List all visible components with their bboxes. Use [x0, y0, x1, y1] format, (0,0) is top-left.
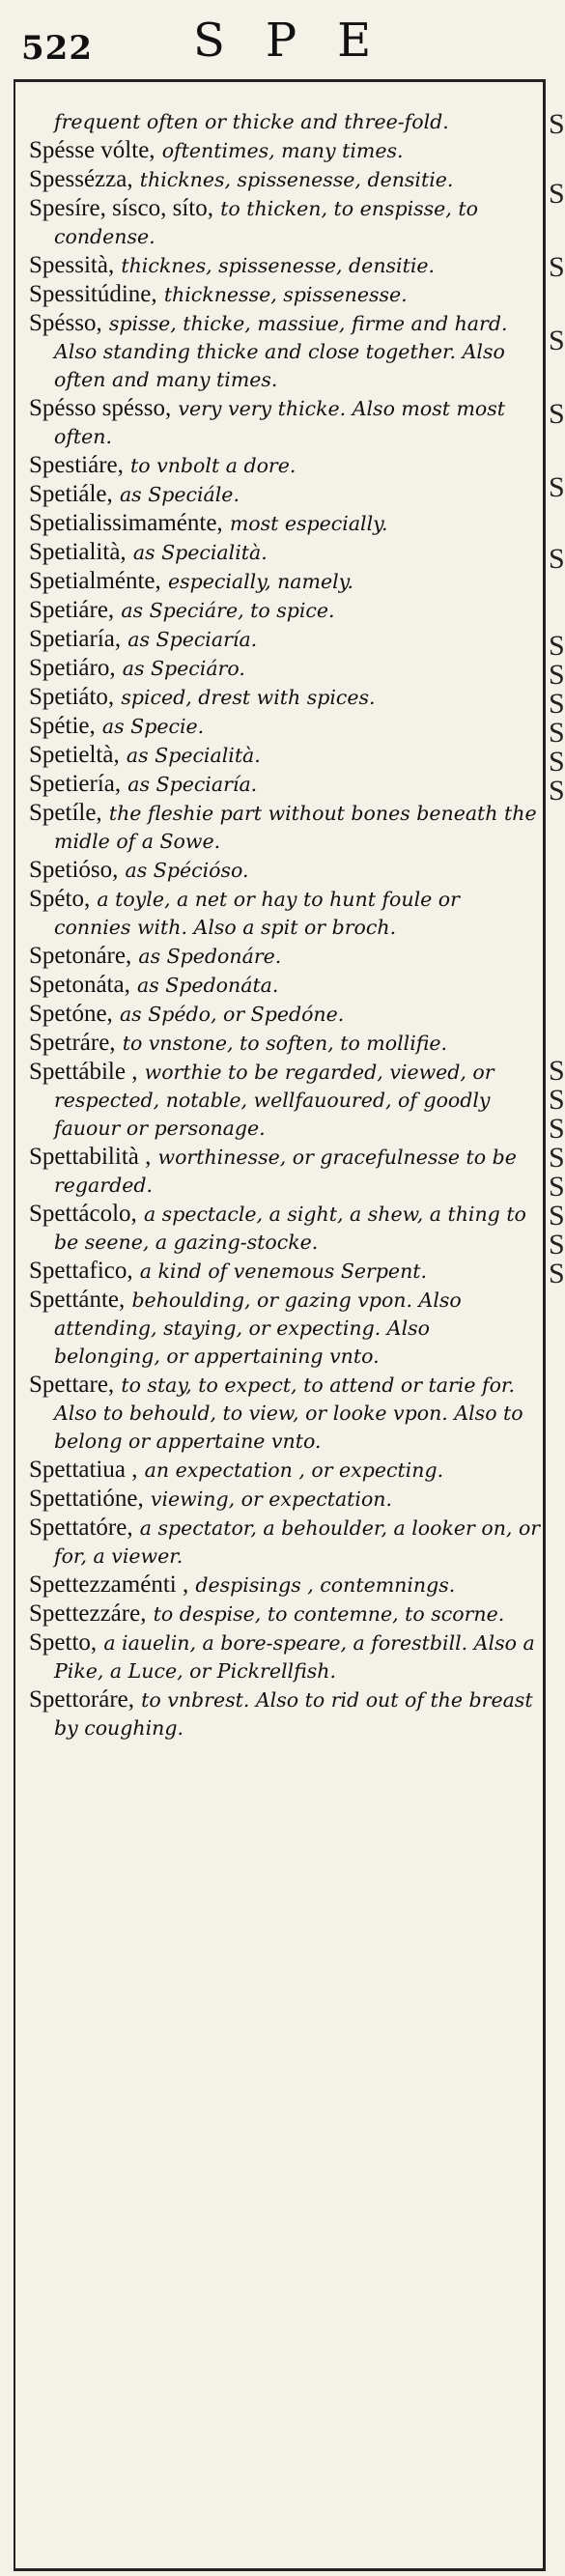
entry-headword: Spetíle,: [29, 800, 102, 826]
cropped-letter: S: [549, 688, 565, 720]
entry-definition: as Specialità.: [126, 744, 261, 767]
dictionary-entry: [29, 509, 541, 538]
dictionary-entry: [29, 712, 541, 741]
entry-definition: the fleshie part without bones beneath the midle of a Sowe.: [54, 802, 537, 853]
dictionary-entry: [29, 480, 541, 509]
entry-headword: Spessézza,: [29, 166, 133, 192]
entry-headword: Spettábile ,: [29, 1059, 138, 1085]
entry-headword: Spetieltà,: [29, 742, 120, 768]
dictionary-entry: [29, 799, 541, 856]
entry-definition: to stay, to expect, to attend or tarie for. Also to behould, to view, or looke vpon. Also to belong or appertaine vnto.: [54, 1373, 523, 1453]
entry-definition: spiced, drest with spices.: [121, 686, 376, 709]
dictionary-entry: [29, 309, 541, 394]
entry-headword: Spestiáre,: [29, 452, 124, 478]
cropped-letter: S: [549, 630, 565, 662]
page-number: 522: [21, 29, 93, 68]
dictionary-entry: [29, 770, 541, 799]
cropped-letter: S: [549, 1055, 565, 1087]
dictionary-column: [29, 108, 541, 1742]
entry-definition: as Speciaría.: [127, 773, 258, 796]
dictionary-entry: [29, 165, 541, 194]
entry-definition: to despise, to contemne, to scorne.: [153, 1602, 505, 1626]
cropped-letter: S: [549, 717, 565, 749]
cropped-letter: S: [549, 659, 565, 691]
entry-definition: very very thicke. Also most most often.: [54, 397, 506, 448]
entry-definition: a toyle, a net or hay to hunt foule or connies with. Also a spit or broch.: [54, 888, 460, 939]
dictionary-entry: [29, 1257, 541, 1286]
entry-definition: an expectation , or expecting.: [144, 1458, 444, 1482]
entry-definition: behoulding, or gazing vpon. Also attending, staying, or expecting. Also belonging, or appertaining vnto.: [54, 1288, 462, 1368]
entry-definition: worthie to be regarded, viewed, or respected, notable, wellfauoured, of goodly fauour or personage.: [54, 1061, 494, 1140]
cropped-letter: S: [549, 325, 565, 356]
entry-headword: Spetonáre,: [29, 943, 132, 969]
dictionary-entry: [29, 971, 541, 1000]
entry-headword: Spettabilità ,: [29, 1144, 152, 1170]
entry-definition: as Speciáro.: [122, 657, 245, 680]
cropped-letter: S: [549, 1258, 565, 1289]
dictionary-entry: [29, 280, 541, 309]
entry-headword: Spettezzaménti ,: [29, 1571, 189, 1598]
entry-headword: Spésso spésso,: [29, 395, 172, 421]
dictionary-entry: [29, 942, 541, 971]
dictionary-entry: [29, 1628, 541, 1685]
entry-definition: as Spedonáta.: [137, 974, 279, 997]
dictionary-entry: [29, 596, 541, 625]
cropped-letter: S: [549, 398, 565, 430]
entry-definition: a kind of venemous Serpent.: [139, 1260, 428, 1283]
cropped-letter: S: [549, 1142, 565, 1174]
entry-headword: Spetiaría,: [29, 626, 122, 652]
entry-headword: Spetiáre,: [29, 597, 115, 623]
cropped-letter: S: [549, 1084, 565, 1116]
entry-definition: frequent often or thicke and three-fold.: [54, 110, 449, 133]
entry-headword: Spetiále,: [29, 481, 113, 507]
entry-definition: despisings , contemnings.: [195, 1573, 456, 1597]
dictionary-entry: [29, 394, 541, 451]
entry-definition: to vnstone, to soften, to mollifie.: [122, 1032, 448, 1055]
dictionary-entry: [29, 1456, 541, 1485]
dictionary-entry: [29, 251, 541, 280]
entry-headword: Spetiáro,: [29, 655, 116, 681]
dictionary-entry: [29, 1514, 541, 1571]
dictionary-entry: [29, 1200, 541, 1257]
entry-headword: Spetto,: [29, 1629, 98, 1656]
entry-definition: as Spédo, or Spedóne.: [119, 1003, 345, 1026]
entry-definition: as Speciáre, to spice.: [121, 599, 335, 622]
dictionary-entry: [29, 856, 541, 885]
dictionary-entry: [29, 1029, 541, 1058]
cropped-letter: S: [549, 1171, 565, 1203]
entry-headword: Spettezzáre,: [29, 1600, 147, 1627]
entry-definition: to vnbrest. Also to rid out of the breast by coughing.: [54, 1688, 533, 1740]
entry-headword: Spétie,: [29, 713, 96, 739]
entry-headword: Spettatóre,: [29, 1514, 133, 1541]
entry-definition: as Speciále.: [119, 483, 240, 506]
entry-definition: a spectator, a behoulder, a looker on, or for, a viewer.: [54, 1516, 541, 1568]
cropped-letter: S: [549, 1229, 565, 1260]
entry-definition: to vnbolt a dore.: [130, 454, 297, 477]
cropped-letter: S: [549, 746, 565, 778]
dictionary-entry: [29, 885, 541, 942]
dictionary-entry: [29, 194, 541, 251]
entry-headword: Spetióso,: [29, 857, 119, 883]
entry-definition: as Specie.: [101, 715, 205, 738]
entry-definition: oftentimes, many times.: [161, 139, 404, 162]
entry-definition: spisse, thicke, massiue, firme and hard. Also standing thicke and close together. Also often and many times.: [54, 312, 508, 391]
cropped-letter: S: [549, 178, 565, 210]
entry-headword: Spetialità,: [29, 539, 127, 565]
dictionary-entry: [29, 1143, 541, 1200]
entry-headword: Spésso,: [29, 310, 102, 336]
entry-headword: Spesíre, sísco, síto,: [29, 195, 213, 221]
entry-headword: Spetialissimaménte,: [29, 510, 223, 536]
entry-headword: Spettatiua ,: [29, 1457, 138, 1483]
entry-headword: Spessità,: [29, 252, 115, 278]
entry-definition: especially, namely.: [167, 570, 354, 593]
running-head: SPE: [193, 14, 412, 68]
dictionary-entry: [29, 1286, 541, 1371]
entry-definition: a spectacle, a sight, a shew, a thing to be seene, a gazing-stocke.: [54, 1203, 526, 1254]
entry-definition: most especially.: [229, 512, 388, 535]
entry-headword: Spettare,: [29, 1372, 115, 1398]
cropped-letter: S: [549, 1113, 565, 1145]
entry-definition: as Specialità.: [132, 541, 268, 564]
dictionary-entry: [29, 1371, 541, 1456]
dictionary-entry: [29, 654, 541, 683]
dictionary-entry: [29, 538, 541, 567]
page-header: [0, 0, 565, 68]
dictionary-entry: [29, 108, 541, 136]
dictionary-entry: [29, 1571, 541, 1599]
dictionary-entry: [29, 1685, 541, 1742]
cropped-letter: S: [549, 108, 565, 140]
entry-definition: as Spécióso.: [125, 859, 249, 882]
dictionary-entry: [29, 1000, 541, 1029]
entry-headword: Spetonáta,: [29, 972, 130, 998]
entry-headword: Spettácolo,: [29, 1201, 137, 1227]
dictionary-entry: [29, 683, 541, 712]
dictionary-entry: [29, 567, 541, 596]
entry-headword: Spetiería,: [29, 771, 122, 797]
dictionary-entry: [29, 741, 541, 770]
entry-definition: as Speciaría.: [127, 628, 258, 651]
entry-headword: Spettafico,: [29, 1258, 133, 1284]
entry-definition: thicknes, spissenesse, densitie.: [121, 254, 436, 277]
dictionary-entry: [29, 1485, 541, 1514]
entry-definition: to thicken, to enspisse, to condense.: [54, 197, 478, 248]
dictionary-entry: [29, 451, 541, 480]
entry-definition: worthinesse, or gracefulnesse to be regarded.: [54, 1146, 517, 1197]
entry-headword: Spessitúdine,: [29, 281, 157, 307]
cropped-letter: S: [549, 1200, 565, 1231]
entry-headword: Spettoráre,: [29, 1686, 134, 1713]
entry-headword: Spéto,: [29, 886, 91, 912]
entry-definition: thicknes, spissenesse, densitie.: [139, 168, 454, 191]
dictionary-entry: [29, 1599, 541, 1628]
cropped-letter: S: [549, 543, 565, 575]
cropped-letter: S: [549, 775, 565, 807]
entry-headword: Spetiáto,: [29, 684, 115, 710]
entry-headword: Spetialménte,: [29, 568, 161, 594]
dictionary-entry: [29, 1058, 541, 1143]
dictionary-entry: [29, 625, 541, 654]
entry-headword: Spetráre,: [29, 1030, 116, 1056]
cropped-letter: S: [549, 471, 565, 503]
entry-headword: Spettatióne,: [29, 1486, 144, 1512]
cropped-letter: S: [549, 251, 565, 283]
entry-headword: Spetóne,: [29, 1001, 113, 1027]
entry-definition: viewing, or expectation.: [150, 1487, 393, 1511]
dictionary-entry: [29, 136, 541, 165]
entry-headword: Spettánte,: [29, 1287, 126, 1313]
entry-definition: thicknesse, spissenesse.: [163, 283, 408, 306]
entry-definition: a iauelin, a bore-speare, a forestbill. Also a Pike, a Luce, or Pickrellfish.: [54, 1631, 535, 1683]
entry-headword: Spésse vólte,: [29, 137, 155, 163]
entry-definition: as Spedonáre.: [138, 945, 282, 968]
